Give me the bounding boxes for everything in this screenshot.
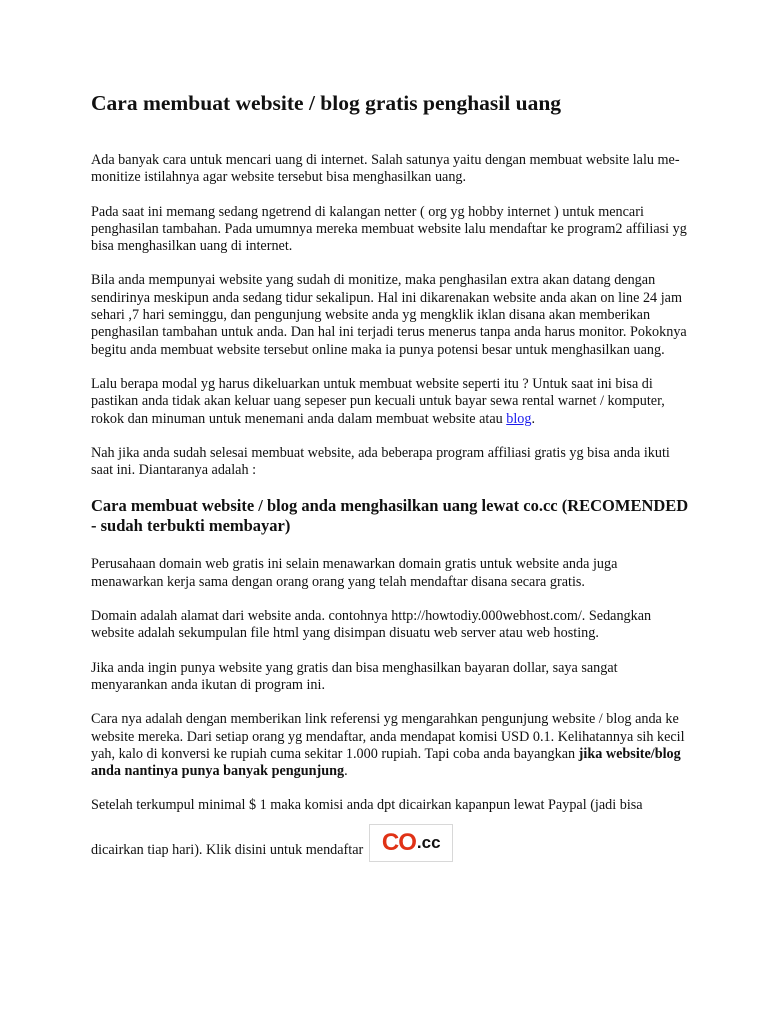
paragraph-referral-end: . xyxy=(344,763,348,780)
paragraph-cocc-1: Perusahaan domain web gratis ini selain menawarkan domain gratis untuk website anda juga menawarkan kerja sama dengan orang orang yang telah mendaftar disana secara gratis. xyxy=(91,556,618,590)
paragraph-modal xyxy=(91,376,691,428)
paragraph-intro-2: Pada saat ini memang sedang ngetrend di kalangan netter ( org yg hobby internet ) untuk mencari penghasilan tambahan. Pada umumnya mereka membuat website lalu mendaftar ke program2 affiliasi yg bisa menghasilkan uang di internet. xyxy=(91,203,687,255)
paragraph-intro-3: Bila anda mempunyai website yang sudah di monitize, maka penghasilan extra akan datang dengan sendirinya meskipun anda sedang tidur sekalipun. Hal ini dikarenakan website anda akan on line 24 jam sehari ,7 hari seminggu, dan pengunjung website anda yg mengklik iklan disana akan memberikan penghasilan tambahan untuk anda. Dan hal ini terjadi terus menerus tanpa anda harus monitor. Pokoknya begitu anda membuat website tersebut online maka ia punya potensi besar untuk menghasilkan uang. xyxy=(91,272,687,358)
paragraph-intro-1: Ada banyak cara untuk mencari uang di internet. Salah satunya yaitu dengan membuat website lalu me-monitize istilahnya agar website tersebut bisa menghasilkan uang. xyxy=(91,152,680,186)
section-heading: Cara membuat website / blog anda menghasilkan uang lewat co.cc (RECOMENDED - sudah terbukti membayar) xyxy=(91,496,689,536)
signup-line xyxy=(91,824,691,862)
page-title: Cara membuat website / blog gratis penghasil uang xyxy=(91,91,562,115)
document-page xyxy=(91,88,691,862)
cocc-logo-cc: .cc xyxy=(416,832,441,852)
cocc-logo-link[interactable] xyxy=(369,824,453,862)
signup-text: dicairkan tiap hari). Klik disini untuk mendaftar xyxy=(91,842,364,859)
paragraph-cocc-3: Jika anda ingin punya website yang gratis dan bisa menghasilkan bayaran dollar, saya sangat menyarankan anda ikutan di program ini. xyxy=(91,659,618,693)
paragraph-referral xyxy=(91,711,691,780)
cocc-logo-co: CO xyxy=(381,828,416,856)
paragraph-modal-end: . xyxy=(531,410,536,427)
paragraph-cocc-2: Domain adalah alamat dari website anda. contohnya http://howtodiy.000webhost.com/. Sedangkan website adalah sekumpulan file html yang disimpan disuatu web server atau web hosting. xyxy=(91,608,652,642)
paragraph-referral-bold: jika website/blog anda nantinya punya banyak pengunjung xyxy=(91,745,681,780)
paragraph-paypal: Setelah terkumpul minimal $ 1 maka komisi anda dpt dicairkan kapanpun lewat Paypal (jadi bisa xyxy=(91,797,643,814)
blog-link[interactable]: blog xyxy=(506,410,532,427)
paragraph-affiliate: Nah jika anda sudah selesai membuat website, ada beberapa program affiliasi gratis yg bisa anda ikuti saat ini. Diantaranya adalah : xyxy=(91,444,670,479)
paragraph-modal-text: Lalu berapa modal yg harus dikeluarkan untuk membuat website seperti itu ? Untuk saat ini bisa di pastikan anda tidak akan keluar uang sepeser pun kecuali untuk bayar sewa rental warnet / komputer, rokok dan minuman untuk menemani anda dalam membuat website atau xyxy=(91,375,665,427)
paragraph-referral-text: Cara nya adalah dengan memberikan link referensi yg mengarahkan pengunjung website / blog anda ke website mereka. Dari setiap orang yg mendaftar, anda mendapat komisi USD 0.1. Kelihatannya sih kecil yah, kalo di konversi ke rupiah cuma sekitar 1.000 rupiah. Tapi coba anda bayangkan xyxy=(91,711,685,762)
